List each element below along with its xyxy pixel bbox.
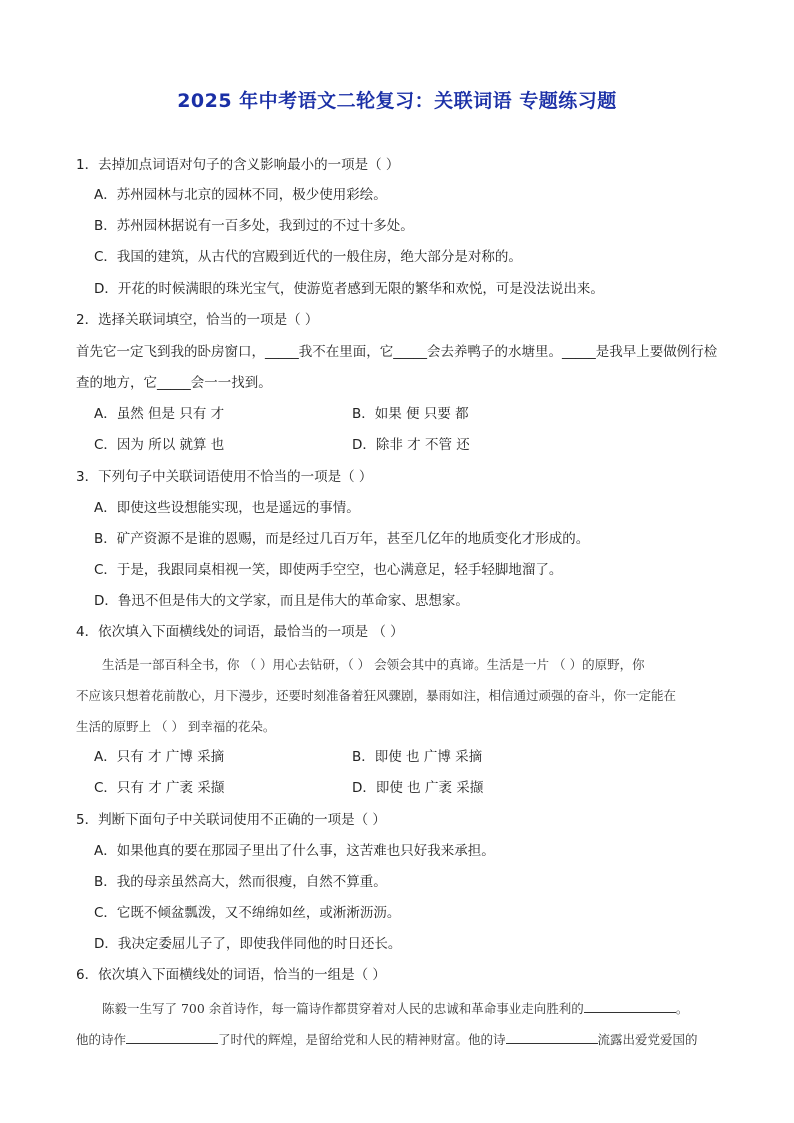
question-1-option-c: C．我国的建筑，从古代的宫殿到近代的一般住房，绝大部分是对称的。 [94, 249, 522, 265]
question-4-option-c: C．只有 才 广袤 采撷 [94, 780, 225, 796]
question-2-option-b: B．如果 便 只要 都 [352, 406, 469, 422]
question-2-text-line-1: 首先它一定飞到我的卧房窗口，_____我不在里面，它_____会去养鸭子的水塘里。_____是我早上要做例行检 [76, 344, 718, 360]
question-4-passage-line-1: 生活是一部百科全书，你 （ ）用心去钻研，（ ） 会领会其中的真谛。生活是一片 （ ）的原野，你 [102, 657, 645, 672]
question-3-option-d: D．鲁迅不但是伟大的文学家，而且是伟大的革命家、思想家。 [94, 593, 469, 609]
question-6-blank-3[interactable] [506, 1029, 598, 1044]
question-3-stem: 3．下列句子中关联词语使用不恰当的一项是（ ） [76, 469, 373, 485]
question-5-option-d: D．我决定委屈儿子了，即使我伴同他的时日还长。 [94, 936, 402, 952]
question-6-passage-text-4: 了时代的辉煌，是留给党和人民的精神财富。他的诗 [218, 1032, 506, 1047]
question-1-option-d: D．开花的时候满眼的珠光宝气，使游览者感到无限的繁华和欢悦，可是没法说出来。 [94, 281, 604, 297]
question-4-option-b: B．即使 也 广博 采摘 [352, 749, 483, 765]
question-3-option-c: C．于是，我跟同桌相视一笑，即使两手空空，也心满意足，轻手轻脚地溜了。 [94, 562, 563, 578]
question-4-option-a: A．只有 才 广博 采摘 [94, 749, 225, 765]
question-2-option-d: D．除非 才 不管 还 [352, 437, 470, 453]
question-6-passage-text-2: 。 [675, 1001, 689, 1016]
question-6-passage-text-1: 陈毅一生写了 700 余首诗作，每一篇诗作都贯穿着对人民的忠诚和革命事业走向胜利的 [102, 1001, 584, 1016]
question-6-passage-text-3: 他的诗作 [76, 1032, 127, 1047]
question-6-passage-line-2 [76, 1029, 748, 1048]
question-5-option-b: B．我的母亲虽然高大，然而很瘦，自然不算重。 [94, 874, 387, 890]
question-4-passage-line-3: 生活的原野上 （ ） 到幸福的花朵。 [76, 719, 276, 734]
question-3-option-a: A．即使这些设想能实现，也是遥远的事情。 [94, 500, 360, 516]
question-2-option-c: C．因为 所以 就算 也 [94, 437, 225, 453]
question-2-text-line-2: 查的地方，它_____会一一找到。 [76, 375, 272, 391]
question-2-stem: 2．选择关联词填空，恰当的一项是（ ） [76, 312, 319, 328]
question-5-option-c: C．它既不倾盆瓢泼，又不绵绵如丝，或淅淅沥沥。 [94, 905, 401, 921]
question-6-blank-2[interactable] [126, 1029, 218, 1044]
question-6-passage-line-1 [102, 998, 774, 1017]
question-4-option-d: D．即使 也 广袤 采撷 [352, 780, 484, 796]
question-4-passage-line-2: 不应该只想着花前散心，月下漫步，还要时刻准备着狂风骤剧，暴雨如注，相信通过顽强的奋斗，你一定能在 [76, 688, 677, 703]
question-1-option-a: A．苏州园林与北京的园林不同，极少使用彩绘。 [94, 187, 387, 203]
question-1-stem: 1．去掉加点词语对句子的含义影响最小的一项是（ ） [76, 157, 400, 173]
question-4-stem: 4．依次填入下面横线处的词语，最恰当的一项是 （ ） [76, 624, 404, 640]
question-5-stem: 5．判断下面句子中关联词使用不正确的一项是（ ） [76, 812, 386, 828]
question-5-option-a: A．如果他真的要在那园子里出了什么事，这苦难也只好我来承担。 [94, 843, 495, 859]
question-6-blank-1[interactable] [584, 998, 676, 1013]
question-2-option-a: A．虽然 但是 只有 才 [94, 406, 225, 422]
page-title: 2025 年中考语文二轮复习：关联词语 专题练习题 [177, 90, 617, 112]
question-3-option-b: B．矿产资源不是谁的恩赐，而是经过几百万年，甚至几亿年的地质变化才形成的。 [94, 531, 590, 547]
question-1-option-b: B．苏州园林据说有一百多处，我到过的不过十多处。 [94, 218, 414, 234]
question-6-passage-text-5: 流露出爱党爱国的 [597, 1032, 698, 1047]
question-6-stem: 6．依次填入下面横线处的词语，恰当的一组是（ ） [76, 967, 386, 983]
